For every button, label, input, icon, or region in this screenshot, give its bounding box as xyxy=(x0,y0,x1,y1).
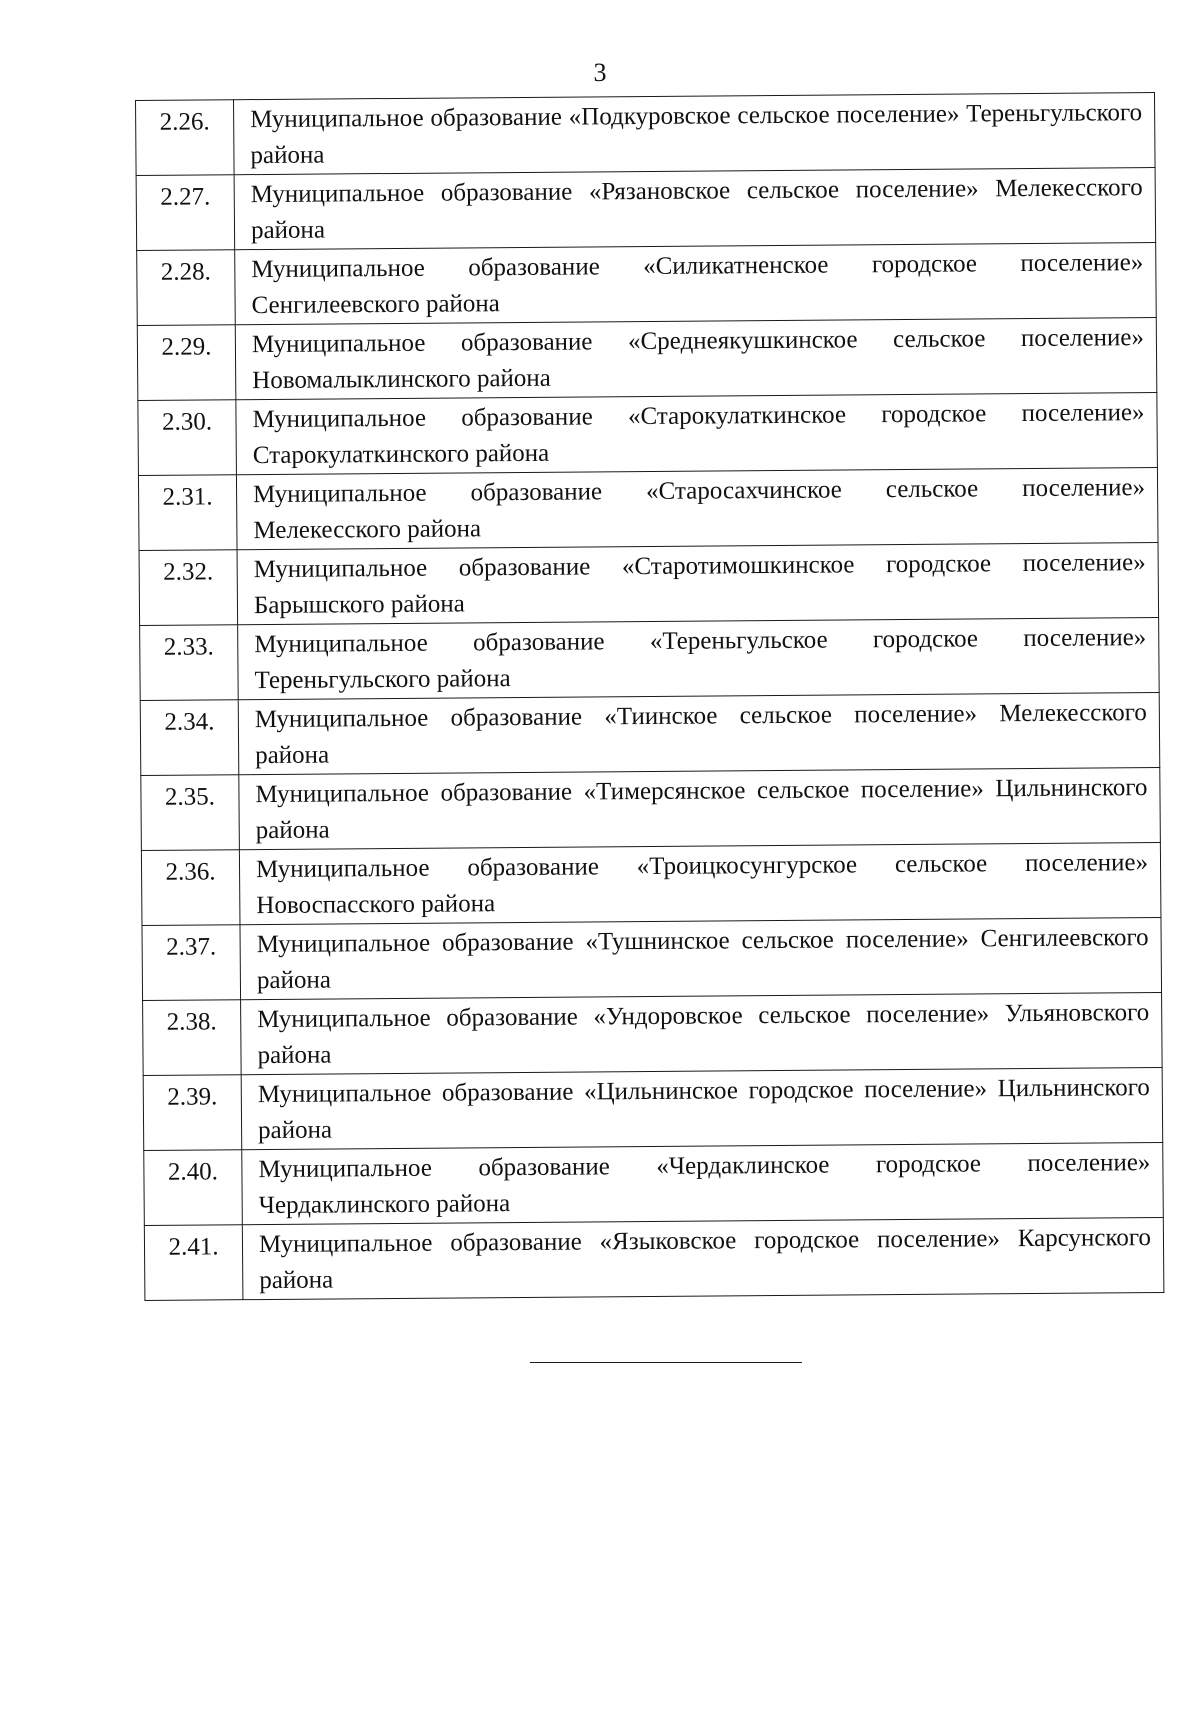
table-row xyxy=(143,1067,1163,1150)
table-row xyxy=(141,842,1161,925)
row-text: Муниципальное образование «Старокулаткинское городское поселение» Старокулаткинского района xyxy=(236,392,1158,474)
row-number: 2.38. xyxy=(143,1000,242,1076)
table-row xyxy=(144,1142,1164,1225)
row-number: 2.30. xyxy=(138,400,237,476)
table-row xyxy=(144,1217,1164,1300)
row-number: 2.37. xyxy=(142,925,241,1001)
row-text: Муниципальное образование «Подкуровское сельское поселение» Тереньгульского района xyxy=(234,92,1156,174)
table-row xyxy=(143,992,1163,1075)
page-number: 3 xyxy=(593,58,607,87)
municipalities-table xyxy=(135,92,1164,1301)
row-text: Муниципальное образование «Силикатненское городское поселение» Сенгилеевского района xyxy=(235,242,1157,324)
row-number: 2.39. xyxy=(143,1075,242,1151)
row-text: Муниципальное образование «Тимерсянское сельское поселение» Цильнинского района xyxy=(239,767,1161,849)
row-text: Муниципальное образование «Старотимошкинское городское поселение» Барышского района xyxy=(237,542,1159,624)
row-text: Муниципальное образование «Цильнинское городское поселение» Цильнинского района xyxy=(241,1067,1163,1149)
table-row xyxy=(140,617,1160,700)
row-text: Муниципальное образование «Тереньгульское городское поселение» Тереньгульского района xyxy=(238,617,1160,699)
row-text: Муниципальное образование «Троицкосунгурское сельское поселение» Новоспасского района xyxy=(239,842,1161,924)
row-number: 2.27. xyxy=(136,175,235,251)
row-number: 2.36. xyxy=(141,850,240,926)
row-text: Муниципальное образование «Тушнинское сельское поселение» Сенгилеевского района xyxy=(240,917,1162,999)
row-number: 2.34. xyxy=(140,700,239,776)
table-row xyxy=(139,542,1159,625)
table-row xyxy=(138,467,1158,550)
row-text: Муниципальное образование «Рязановское сельское поселение» Мелекесского района xyxy=(234,167,1156,249)
row-text: Муниципальное образование «Языковское городское поселение» Карсунского района xyxy=(242,1217,1164,1299)
row-number: 2.29. xyxy=(137,325,236,401)
row-text: Муниципальное образование «Старосахчинское сельское поселение» Мелекесского района xyxy=(236,467,1158,549)
row-text: Муниципальное образование «Среднеякушкинское сельское поселение» Новомалыклинского района xyxy=(235,317,1157,399)
row-number: 2.35. xyxy=(141,775,240,851)
table-row xyxy=(137,242,1157,325)
table-row xyxy=(138,392,1158,475)
end-divider-line xyxy=(530,1362,802,1363)
row-number: 2.32. xyxy=(139,550,238,626)
row-number: 2.31. xyxy=(138,475,237,551)
table-row xyxy=(137,317,1157,400)
row-text: Муниципальное образование «Ундоровское сельское поселение» Ульяновского района xyxy=(241,992,1163,1074)
row-number: 2.41. xyxy=(144,1225,243,1301)
table-row xyxy=(140,692,1160,775)
table-row xyxy=(136,167,1156,250)
row-number: 2.33. xyxy=(140,625,239,701)
row-text: Муниципальное образование «Чердаклинское городское поселение» Чердаклинского района xyxy=(242,1142,1164,1224)
table-row xyxy=(136,92,1156,175)
table-row xyxy=(142,917,1162,1000)
row-number: 2.28. xyxy=(137,250,236,326)
row-number: 2.40. xyxy=(144,1150,243,1226)
row-number: 2.26. xyxy=(136,100,235,176)
row-text: Муниципальное образование «Тиинское сельское поселение» Мелекесского района xyxy=(238,692,1160,774)
table-row xyxy=(141,767,1161,850)
